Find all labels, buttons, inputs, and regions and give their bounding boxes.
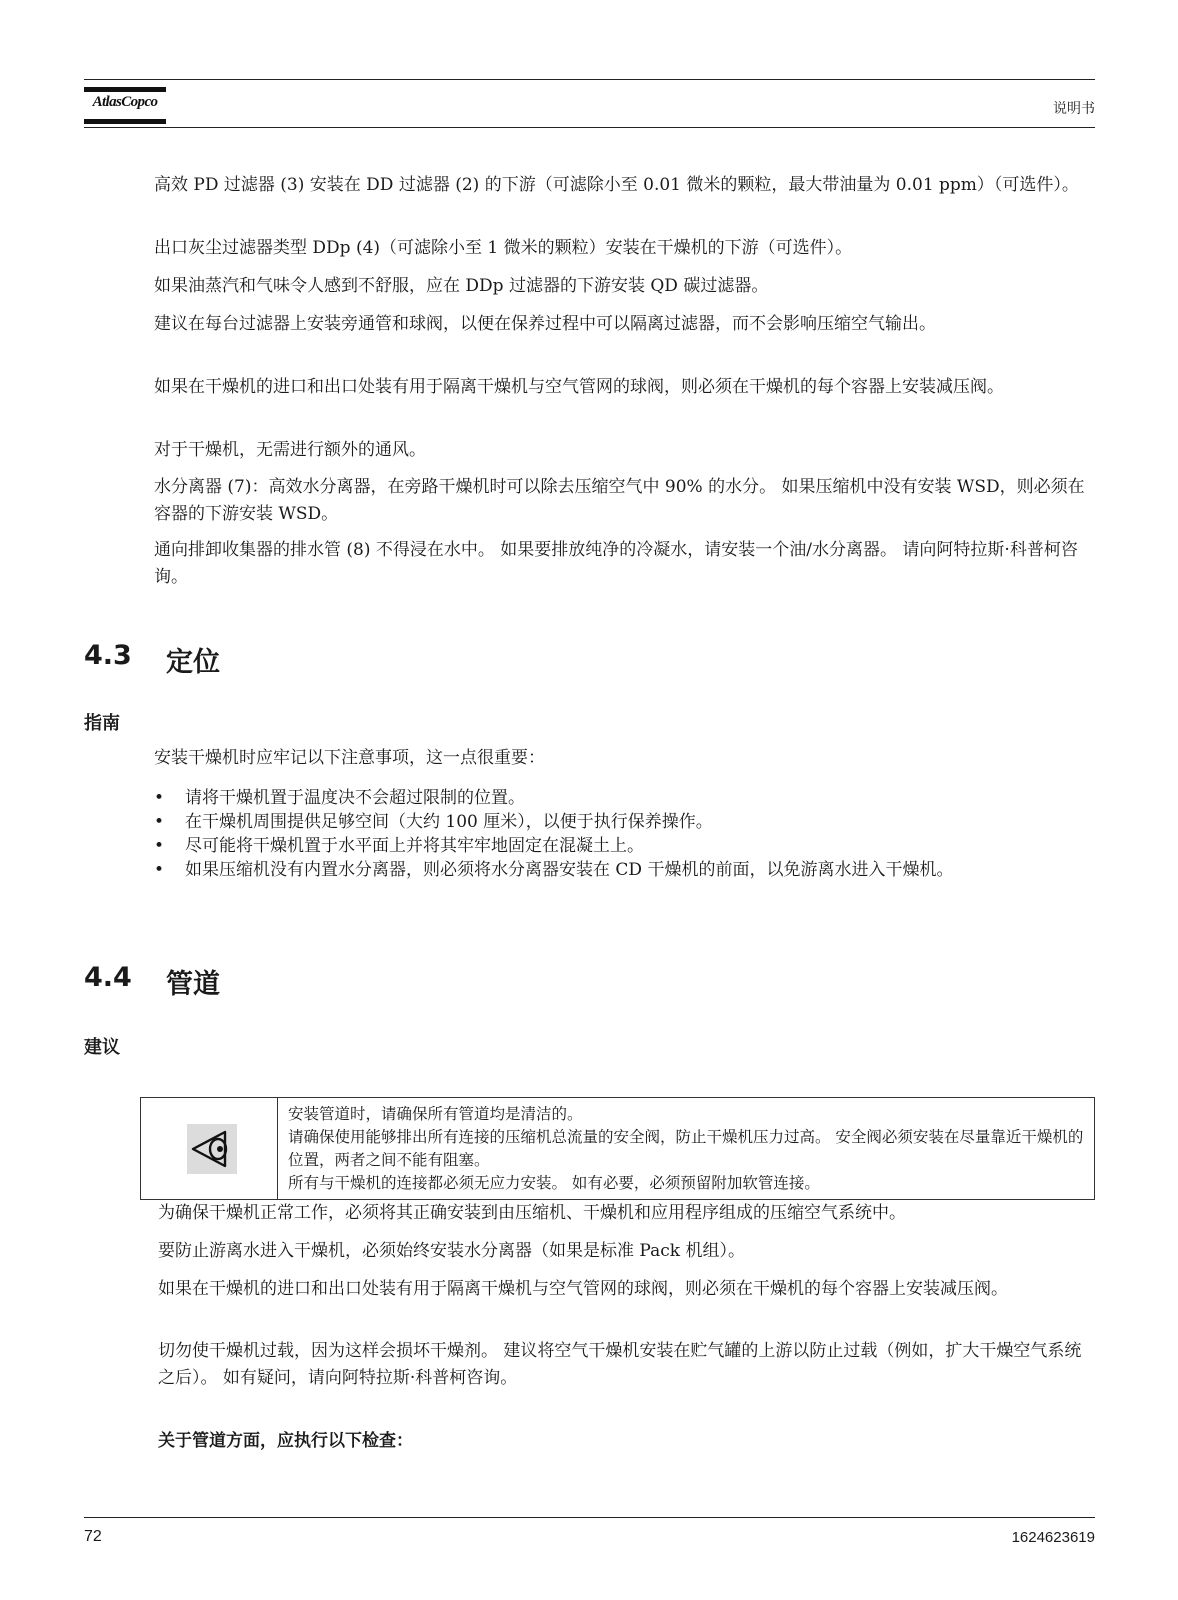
note-divider — [277, 1098, 278, 1199]
section-44-title: 管道 — [166, 969, 220, 1000]
paragraph-free-water: 要防止游离水进入干燥机，必须始终安装水分离器（如果是标准 Pack 机组）。 — [158, 1241, 745, 1261]
section-43-title: 定位 — [166, 647, 220, 678]
positioning-bullet-list — [154, 786, 1095, 882]
document-type-label: 说明书 — [1053, 101, 1095, 117]
list-item: • 在干燥机周围提供足够空间（大约 100 厘米），以便于执行保养操作。 — [154, 810, 1095, 834]
paragraph-qd-filter: 如果油蒸汽和气味令人感到不舒服，应在 DDp 过滤器的下游安装 QD 碳过滤器。 — [154, 276, 769, 296]
section-43-intro: 安装干燥机时应牢记以下注意事项，这一点很重要： — [154, 748, 545, 768]
header-top-rule — [84, 79, 1095, 80]
page-number: 72 — [84, 1528, 102, 1545]
paragraph-system-install: 为确保干燥机正常工作，必须将其正确安装到由压缩机、干燥机和应用程序组成的压缩空气系统中。 — [158, 1203, 906, 1223]
note-line: 请确保使用能够排出所有连接的压缩机总流量的安全阀，防止干燥机压力过高。 安全阀必须安装在尽量靠近干燥机的位置，两者之间不能有阻塞。 — [288, 1128, 1084, 1169]
paragraph-relief-valve: 如果在干燥机的进口和出口处装有用于隔离干燥机与空气管网的球阀，则必须在干燥机的每个容器上安装减压阀。 — [154, 377, 1004, 397]
footer-rule — [84, 1517, 1095, 1518]
section-44-subheading: 建议 — [84, 1037, 120, 1058]
paragraph-ddp-filter: 出口灰尘过滤器类型 DDp (4)（可滤除小至 1 微米的颗粒）安装在干燥机的下游（可选件）。 — [154, 238, 853, 258]
paragraph-bypass: 建议在每台过滤器上安装旁通管和球阀，以便在保养过程中可以隔离过滤器，而不会影响压缩空气输出。 — [154, 314, 936, 334]
note-text — [288, 1103, 1088, 1195]
eye-icon — [187, 1124, 237, 1174]
header-bottom-rule — [84, 127, 1095, 128]
section-43-number: 4.3 — [84, 640, 132, 671]
piping-checks-heading: 关于管道方面，应执行以下检查： — [158, 1431, 413, 1451]
note-line: 安装管道时，请确保所有管道均是清洁的。 — [288, 1105, 583, 1123]
list-item: • 请将干燥机置于温度决不会超过限制的位置。 — [154, 786, 1095, 810]
atlas-copco-logo: AtlasCopco — [84, 84, 166, 128]
list-item: • 尽可能将干燥机置于水平面上并将其牢牢地固定在混凝土上。 — [154, 834, 1095, 858]
section-43-subheading: 指南 — [84, 713, 120, 734]
paragraph-relief-valve-44: 如果在干燥机的进口和出口处装有用于隔离干燥机与空气管网的球阀，则必须在干燥机的每个容器上安装减压阀。 — [158, 1279, 1008, 1299]
paragraph-water-separator: 水分离器 (7)：高效水分离器，在旁路干燥机时可以除去压缩空气中 90% 的水分。 如果压缩机中没有安装 WSD，则必须在容器的下游安装 WSD。 — [154, 477, 1085, 524]
paragraph-pd-filter: 高效 PD 过滤器 (3) 安装在 DD 过滤器 (2) 的下游（可滤除小至 0.01 微米的颗粒，最大带油量为 0.01 ppm）（可选件）。 — [154, 175, 1079, 195]
section-44-number: 4.4 — [84, 962, 132, 993]
list-item: • 如果压缩机没有内置水分离器，则必须将水分离器安装在 CD 干燥机的前面，以免游离水进入干燥机。 — [154, 858, 1095, 882]
paragraph-overload: 切勿使干燥机过载，因为这样会损坏干燥剂。 建议将空气干燥机安装在贮气罐的上游以防止过载（例如，扩大干燥空气系统之后）。 如有疑问，请向阿特拉斯·科普柯咨询。 — [158, 1341, 1082, 1388]
document-number: 1624623619 — [1011, 1529, 1095, 1546]
note-line: 所有与干燥机的连接都必须无应力安装。 如有必要，必须预留附加软管连接。 — [288, 1174, 820, 1192]
paragraph-drain-pipe: 通向排卸收集器的排水管 (8) 不得浸在水中。 如果要排放纯净的冷凝水，请安装一个油/水分离器。 请向阿特拉斯·科普柯咨询。 — [154, 540, 1078, 587]
paragraph-ventilation: 对于干燥机，无需进行额外的通风。 — [154, 440, 426, 460]
note-box — [140, 1097, 1095, 1200]
